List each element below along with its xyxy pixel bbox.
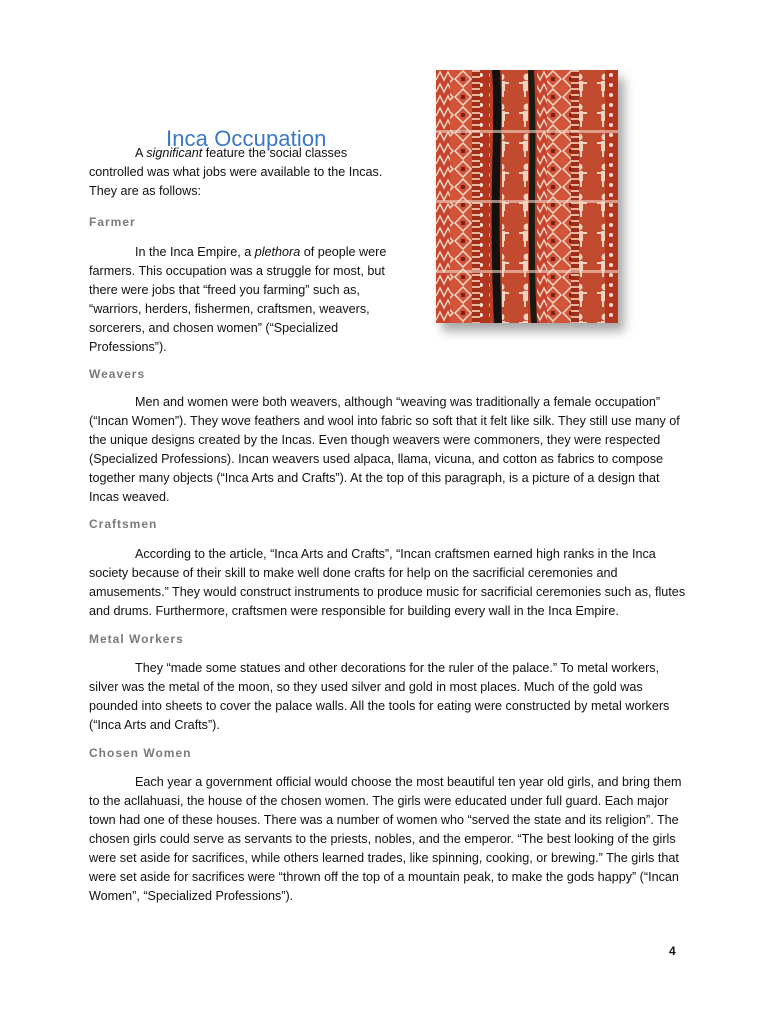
intro-paragraph: A significant feature the social classes controlled was what jobs were available to the Incas. They are as follows: [89,146,383,198]
section-heading-chosen-women: Chosen Women [89,746,192,760]
section-heading-weavers: Weavers [89,367,146,381]
craftsmen-paragraph: According to the article, “Inca Arts and Crafts”, “Incan craftsmen earned high ranks in the Inca society because of their skill to make well done crafts for help on the sacrificial ceremonies and amusements.” They would construct instruments to produce music for sacrificial ceremonies such as, flutes and drums. Furthermore, craftsmen were responsible for building every wall in the Inca Empire. [89,547,686,618]
section-heading-farmer: Farmer [89,215,136,229]
intro-emphasis: significant [146,146,203,160]
chosen-women-paragraph: Each year a government official would choose the most beautiful ten year old girls, and bring them to the acllahuasi, the house of the chosen women. The girls were educated under full guard. Each major town had one of these houses. There was a number of women who “served the state and its religion”. The chosen girls could serve as servants to the priests, nobles, and the emperor. “The best looking of the girls were set aside for sacrifices, while others learned trades, like spinning, cooking, or brewing.” The girls that were set aside for sacrifices were “thrown off the top of a mountain peak, to make the gods happy” (“Incan Women”, “Specialized Professions”). [89,775,682,903]
farmer-emphasis: plethora [254,245,301,259]
weavers-paragraph: Men and women were both weavers, although “weaving was traditionally a female occupation” (“Incan Women”). They wove feathers and wool into fabric so soft that it felt like silk. They still use many of the unique designs created by the Incas. Even though weavers were commoners, they were respected (Specialized Professions). Incan weavers used alpaca, llama, vicuna, and cotton as fabrics to compose together many objects (“Inca Arts and Crafts”). At the top of this paragraph, is a picture of a design that Incas weaved. [89,395,680,504]
inca-textile-image [436,70,618,323]
page-number: 4 [669,944,676,958]
farmer-paragraph: In the Inca Empire, a plethora of people were farmers. This occupation was a struggle for most, but there were jobs that “freed you farming” such as, “warriors, herders, fishermen, craftsmen, weavers, sorcerers, and chosen women” (“Specialized Professions”). [89,245,387,354]
metal-workers-paragraph: They “made some statues and other decorations for the ruler of the palace.” To metal workers, silver was the metal of the moon, so they used silver and gold in most places. Much of the gold was pounded into sheets to cover the palace walls. All the tools for eating were constructed by metal workers (“Inca Arts and Crafts”). [89,661,670,732]
textile-pattern-icon [436,70,618,323]
section-heading-craftsmen: Craftsmen [89,517,158,531]
page-title: Inca Occupation [166,125,327,151]
section-heading-metal-workers: Metal Workers [89,632,184,646]
